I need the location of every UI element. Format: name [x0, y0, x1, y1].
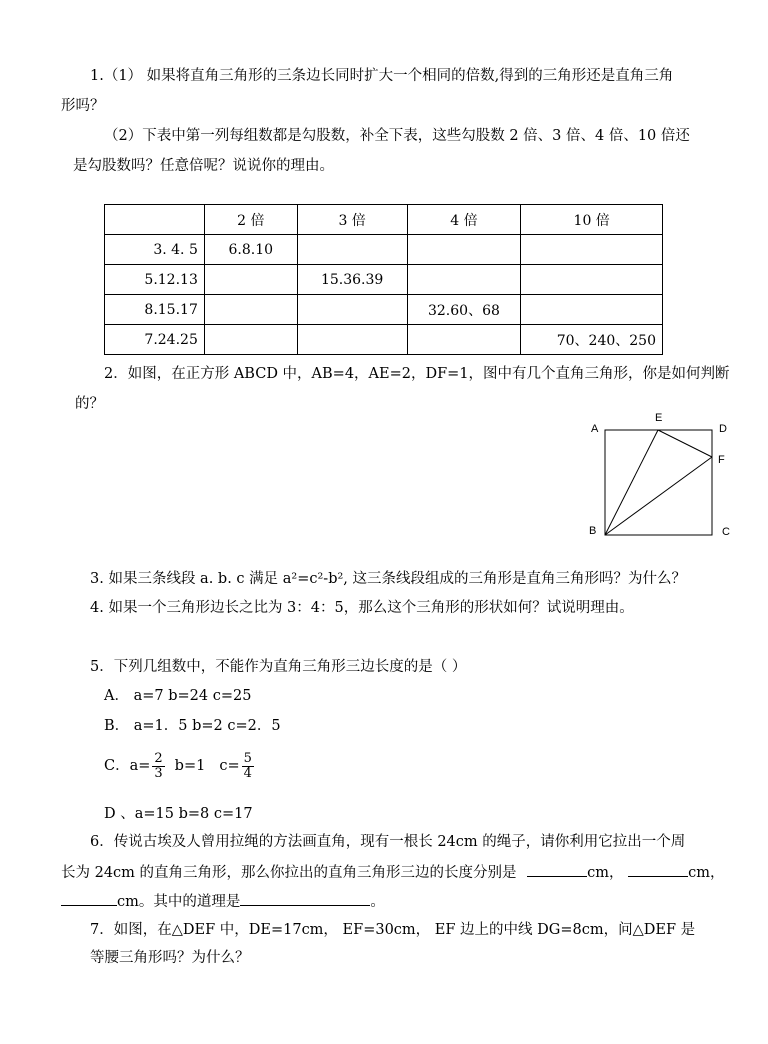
table-cell	[521, 235, 663, 265]
q1-part1-line2: 形吗？	[61, 98, 105, 114]
fraction-c-numerator: 5	[243, 750, 252, 766]
table-cell: 3. 4. 5	[105, 235, 205, 265]
answer-blank-side1[interactable]	[527, 862, 587, 877]
table-cell: 5.12.13	[105, 265, 205, 295]
option-c-b-value: b=1	[174, 758, 206, 774]
table-cell	[407, 325, 521, 355]
table-cell: 8.15.17	[105, 295, 205, 325]
unit-cm-1: cm，	[587, 865, 624, 881]
table-header: 3 倍	[297, 205, 407, 235]
q6-end: 。	[370, 894, 385, 910]
q1-part2-line1: （2）下表中第一列每组数都是勾股数，补全下表，这些勾股数 2 倍、3 倍、4 倍、10 倍还	[104, 128, 690, 144]
q1-part2-line2: 是勾股数吗？任意倍呢？说说你的理由。	[73, 158, 334, 174]
table-cell: 15.36.39	[297, 265, 407, 295]
fraction-c-denominator: 4	[243, 765, 252, 781]
q6-line1: 6．传说古埃及人曾用拉绳的方法画直角，现有一根长 24cm 的绳子，请你利用它拉出一个周	[90, 834, 686, 850]
table-cell	[521, 295, 663, 325]
table-cell	[521, 265, 663, 295]
q2-line2: 的？	[75, 396, 104, 412]
option-c-c-prefix: c=	[219, 758, 240, 774]
table-row	[105, 325, 663, 355]
table-header	[105, 205, 205, 235]
unit-cm-2: cm，	[688, 865, 725, 881]
table-cell	[297, 325, 407, 355]
segment-bf	[605, 457, 712, 535]
fraction-a-denominator: 3	[154, 765, 163, 781]
q2-line1: 2．如图，在正方形 ABCD 中，AB=4，AE=2，DF=1，图中有几个直角三角形，你是如何判断	[104, 366, 730, 382]
table-header: 2 倍	[204, 205, 297, 235]
q6-reason-label: cm。其中的道理是	[117, 894, 241, 910]
table-row	[105, 295, 663, 325]
vertex-label-a: A	[591, 423, 599, 435]
q1-part1-line1: 1.（1） 如果将直角三角形的三条边长同时扩大一个相同的倍数,得到的三角形还是直角三角	[90, 68, 674, 84]
table-cell	[204, 325, 297, 355]
table-cell	[204, 265, 297, 295]
answer-blank-side3[interactable]	[61, 891, 117, 906]
q4-text: 4. 如果一个三角形边长之比为 3：4：5，那么这个三角形的形状如何？试说明理由。	[90, 600, 634, 616]
vertex-label-e: E	[655, 412, 663, 424]
pythagorean-table	[104, 204, 663, 355]
segment-be	[605, 430, 658, 535]
vertex-label-d: D	[719, 423, 727, 435]
q5-stem: 5．下列几组数中，不能作为直角三角形三边长度的是（ ）	[90, 659, 467, 675]
table-cell: 7.24.25	[105, 325, 205, 355]
answer-blank-side2[interactable]	[628, 862, 688, 877]
vertex-label-c: C	[722, 526, 730, 538]
table-row	[105, 265, 663, 295]
fraction-c	[242, 752, 254, 781]
fraction-a	[152, 752, 164, 781]
table-cell	[297, 235, 407, 265]
option-c-prefix: C．a=	[104, 758, 151, 774]
q5-option-b: B． a=1．5 b=2 c=2．5	[104, 718, 281, 734]
table-header: 4 倍	[407, 205, 521, 235]
table-cell: 6.8.10	[204, 235, 297, 265]
q6-line2-text: 长为 24cm 的直角三角形，那么你拉出的直角三角形三边的长度分别是	[61, 865, 517, 881]
table-cell	[297, 295, 407, 325]
square-abcd-figure	[585, 405, 735, 540]
vertex-label-f: F	[718, 454, 725, 466]
fraction-a-numerator: 2	[154, 750, 163, 766]
table-cell	[407, 235, 521, 265]
table-header: 10 倍	[521, 205, 663, 235]
square-outline	[605, 430, 712, 535]
q5-option-a: A． a=7 b=24 c=25	[104, 688, 252, 704]
q3-text: 3. 如果三条线段 a. b. c 满足 a²=c²-b², 这三条线段组成的三角形是直角三角形吗？为什么？	[90, 571, 687, 587]
table-cell: 70、240、250	[521, 325, 663, 355]
vertex-label-b: B	[589, 525, 597, 537]
q7-line1: 7．如图，在△DEF 中，DE=17cm， EF=30cm， EF 边上的中线 DG=8cm，问△DEF 是	[90, 922, 696, 938]
q6-line3	[61, 891, 385, 912]
table-cell	[204, 295, 297, 325]
q5-option-c	[104, 748, 256, 784]
q5-option-d: D 、a=15 b=8 c=17	[104, 806, 253, 822]
table-cell: 32.60、68	[407, 295, 521, 325]
table-cell	[407, 265, 521, 295]
answer-blank-reason[interactable]	[240, 891, 370, 906]
table-row	[105, 235, 663, 265]
q6-line2	[61, 862, 725, 883]
q7-line2: 等腰三角形吗？为什么？	[90, 950, 250, 966]
table-header-row	[105, 205, 663, 235]
segment-ef	[658, 430, 712, 457]
